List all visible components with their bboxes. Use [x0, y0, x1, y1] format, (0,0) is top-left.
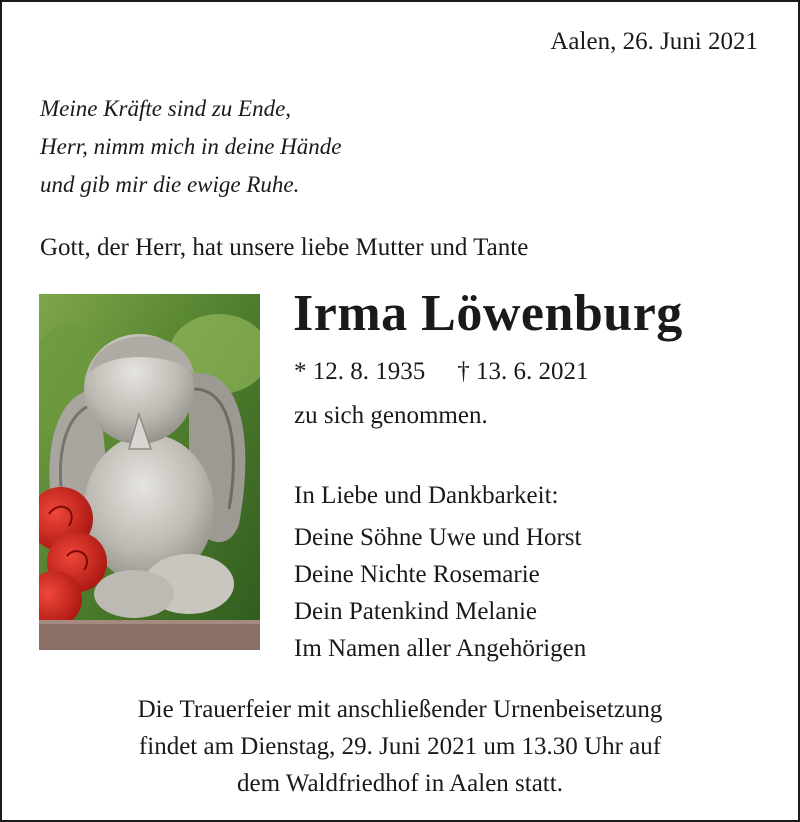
place-date: Aalen, 26. Juni 2021	[550, 28, 758, 55]
angel-statue-photo	[39, 294, 260, 650]
death-date: † 13. 6. 2021	[457, 358, 589, 385]
mourner-line: Dein Patenkind Melanie	[294, 598, 537, 625]
mourners-block	[294, 477, 586, 667]
mourner-line: Im Namen aller Angehörigen	[294, 635, 587, 662]
birth-date: * 12. 8. 1935	[294, 358, 426, 385]
deceased-name: Irma Löwenburg	[293, 285, 683, 342]
service-line: findet am Dienstag, 29. Juni 2021 um 13.30 Uhr auf	[138, 733, 662, 760]
intro-text: Gott, der Herr, hat unsere liebe Mutter und Tante	[40, 234, 529, 261]
service-line: dem Waldfriedhof in Aalen statt.	[237, 770, 563, 797]
service-line: Die Trauerfeier mit anschließender Urnenbeisetzung	[137, 696, 663, 723]
verse-line: Meine Kräfte sind zu Ende,	[40, 96, 292, 121]
verse-line: und gib mir die ewige Ruhe.	[40, 172, 300, 197]
verse-line: Herr, nimm mich in deine Hände	[40, 134, 342, 159]
mourner-line: Deine Nichte Rosemarie	[294, 561, 540, 588]
life-dates	[294, 358, 589, 386]
mourner-line: Deine Söhne Uwe und Horst	[294, 524, 582, 551]
mourners-lead: In Liebe und Dankbarkeit:	[294, 482, 559, 509]
verse	[40, 90, 342, 204]
taken-text: zu sich genommen.	[294, 402, 488, 429]
service-info	[2, 691, 798, 802]
